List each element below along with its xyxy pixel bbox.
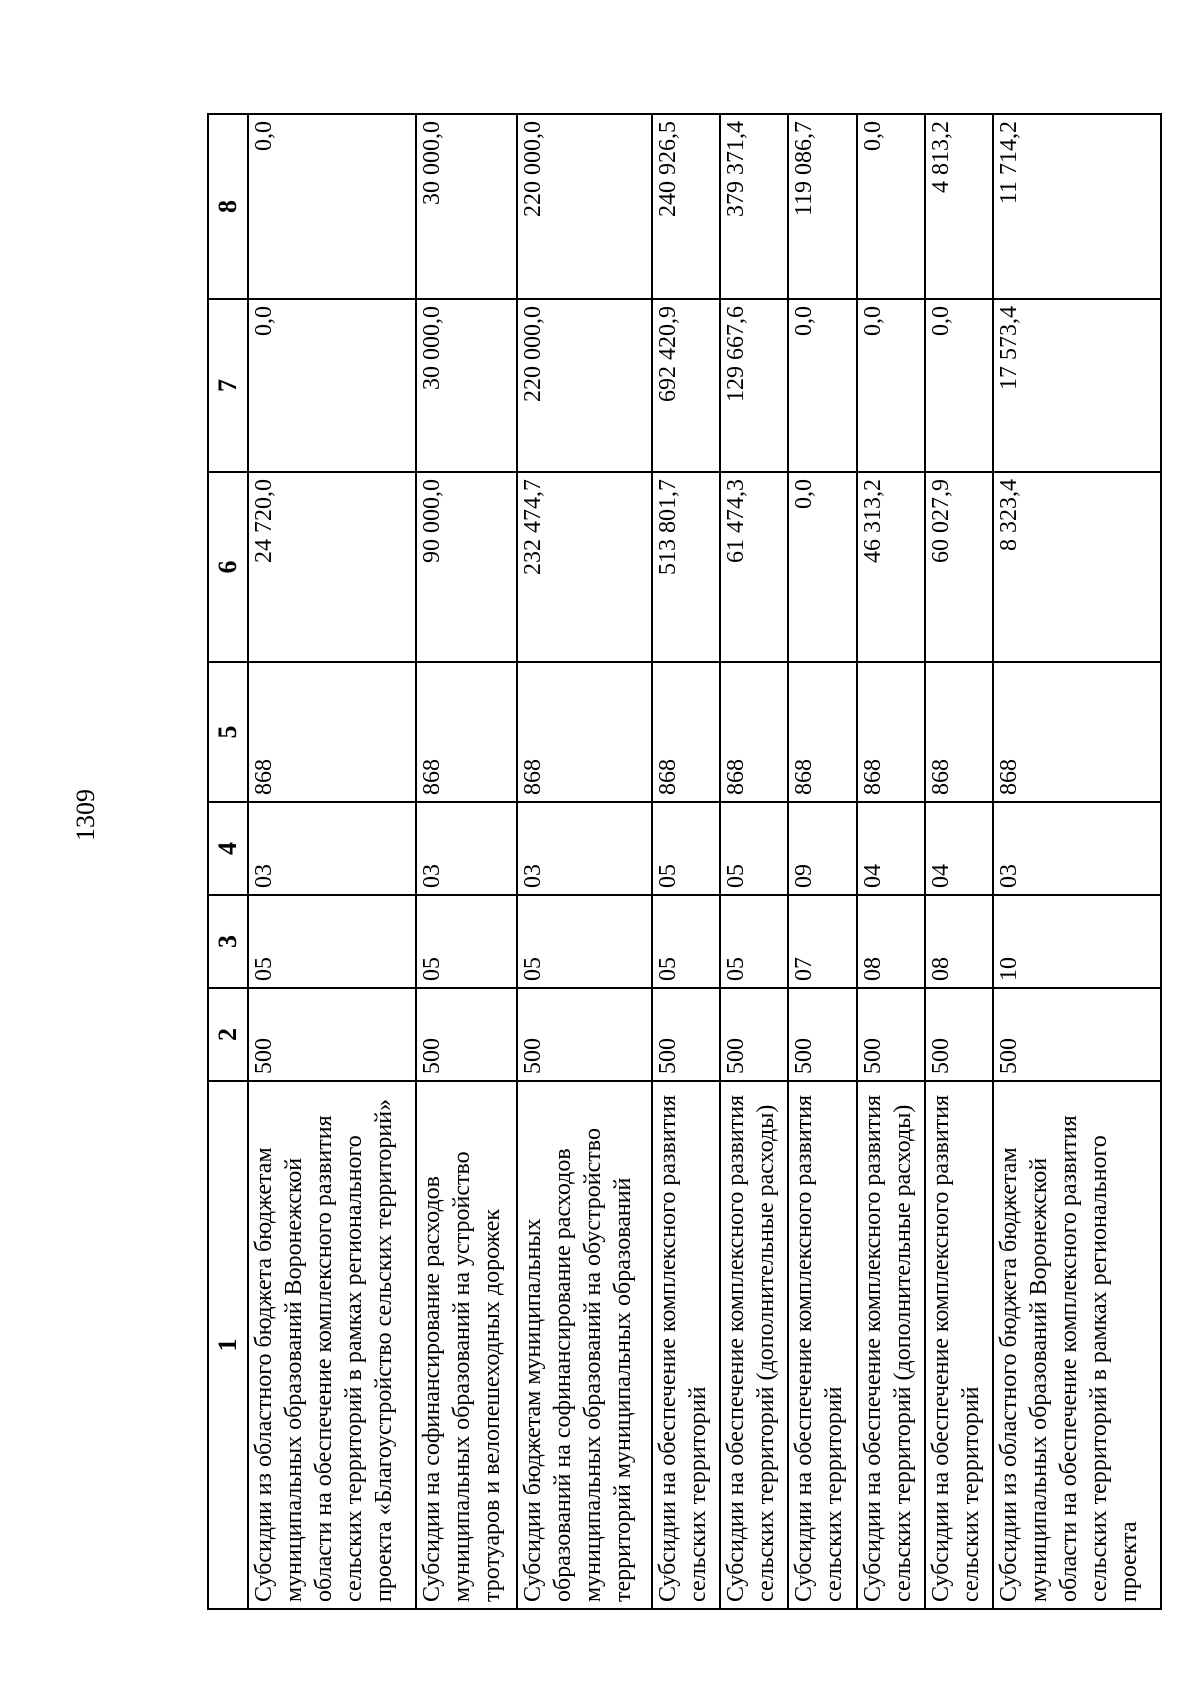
row-description: Субсидии на обеспечение комплексного развития сельских территорий [652,1081,720,1609]
row-description: Субсидии на обеспечение комплексного развития сельских территорий [925,1081,993,1609]
cell-col7: 0,0 [788,299,856,472]
page-number: 1309 [71,789,100,841]
cell-col3: 05 [416,895,517,988]
row-description: Субсидии на софинансирование расходов муниципальных образований на устройство тротуаров и велопешеходных дорожек [416,1081,517,1609]
cell-col5: 868 [788,662,856,802]
cell-col4: 03 [248,802,416,895]
cell-col8: 240 926,5 [652,114,720,299]
header-cell-5: 5 [208,662,248,802]
cell-col8: 11 714,2 [993,114,1161,299]
table-row [248,114,416,1609]
row-description: Субсидии бюджетам муниципальных образований на софинансирование расходов муниципальных образований на обустройство территорий муниципальных образований [517,1081,652,1609]
cell-col5: 868 [857,662,925,802]
cell-col6: 60 027,9 [925,472,993,662]
header-cell-7: 7 [208,299,248,472]
header-cell-6: 6 [208,472,248,662]
cell-col5: 868 [925,662,993,802]
cell-col2: 500 [993,988,1161,1081]
cell-col4: 03 [517,802,652,895]
cell-col6: 61 474,3 [720,472,788,662]
row-description: Субсидии из областного бюджета бюджетам муниципальных образований Воронежской области на обеспечение комплексного развития сельских территорий в рамках регионального проекта [993,1081,1161,1609]
cell-col7: 17 573,4 [993,299,1161,472]
cell-col5: 868 [416,662,517,802]
cell-col2: 500 [652,988,720,1081]
cell-col4: 03 [416,802,517,895]
header-cell-4: 4 [208,802,248,895]
cell-col6: 513 801,7 [652,472,720,662]
cell-col8: 119 086,7 [788,114,856,299]
cell-col3: 05 [652,895,720,988]
cell-col5: 868 [517,662,652,802]
cell-col7: 129 667,6 [720,299,788,472]
cell-col7: 0,0 [925,299,993,472]
cell-col3: 08 [925,895,993,988]
cell-col3: 05 [248,895,416,988]
header-cell-2: 2 [208,988,248,1081]
cell-col3: 05 [720,895,788,988]
budget-table [207,113,1162,1610]
cell-col4: 04 [857,802,925,895]
cell-col4: 05 [652,802,720,895]
cell-col3: 07 [788,895,856,988]
cell-col2: 500 [788,988,856,1081]
cell-col6: 8 323,4 [993,472,1161,662]
cell-col6: 90 000,0 [416,472,517,662]
table-row [993,114,1161,1609]
cell-col5: 868 [720,662,788,802]
cell-col6: 46 313,2 [857,472,925,662]
cell-col5: 868 [993,662,1161,802]
cell-col7: 0,0 [857,299,925,472]
cell-col7: 692 420,9 [652,299,720,472]
header-cell-1: 1 [208,1081,248,1609]
table-row [720,114,788,1609]
cell-col3: 10 [993,895,1161,988]
cell-col2: 500 [720,988,788,1081]
cell-col5: 868 [248,662,416,802]
cell-col8: 379 371,4 [720,114,788,299]
cell-col6: 24 720,0 [248,472,416,662]
cell-col7: 220 000,0 [517,299,652,472]
table-row [517,114,652,1609]
cell-col4: 03 [993,802,1161,895]
row-description: Субсидии на обеспечение комплексного развития сельских территорий (дополнительные расходы) [857,1081,925,1609]
cell-col2: 500 [925,988,993,1081]
header-cell-8: 8 [208,114,248,299]
cell-col6: 0,0 [788,472,856,662]
row-description: Субсидии на обеспечение комплексного развития сельских территорий [788,1081,856,1609]
cell-col2: 500 [416,988,517,1081]
row-description: Субсидии из областного бюджета бюджетам муниципальных образований Воронежской области на обеспечение комплексного развития сельских территорий в рамках регионального проекта «Благоустройство сельских территорий» [248,1081,416,1609]
table-row [857,114,925,1609]
cell-col8: 0,0 [248,114,416,299]
cell-col4: 09 [788,802,856,895]
cell-col4: 04 [925,802,993,895]
cell-col3: 05 [517,895,652,988]
cell-col8: 220 000,0 [517,114,652,299]
table-row [788,114,856,1609]
header-row [208,114,248,1609]
cell-col7: 30 000,0 [416,299,517,472]
cell-col2: 500 [857,988,925,1081]
cell-col4: 05 [720,802,788,895]
cell-col5: 868 [652,662,720,802]
row-description: Субсидии на обеспечение комплексного развития сельских территорий (дополнительные расходы) [720,1081,788,1609]
table-row [925,114,993,1609]
table-row [652,114,720,1609]
rotated-table-wrapper [207,115,1162,1610]
cell-col6: 232 474,7 [517,472,652,662]
cell-col8: 30 000,0 [416,114,517,299]
table-region [207,115,1200,1602]
header-cell-3: 3 [208,895,248,988]
cell-col7: 0,0 [248,299,416,472]
cell-col8: 0,0 [857,114,925,299]
table-row [416,114,517,1609]
cell-col8: 4 813,2 [925,114,993,299]
cell-col2: 500 [248,988,416,1081]
cell-col3: 08 [857,895,925,988]
cell-col2: 500 [517,988,652,1081]
